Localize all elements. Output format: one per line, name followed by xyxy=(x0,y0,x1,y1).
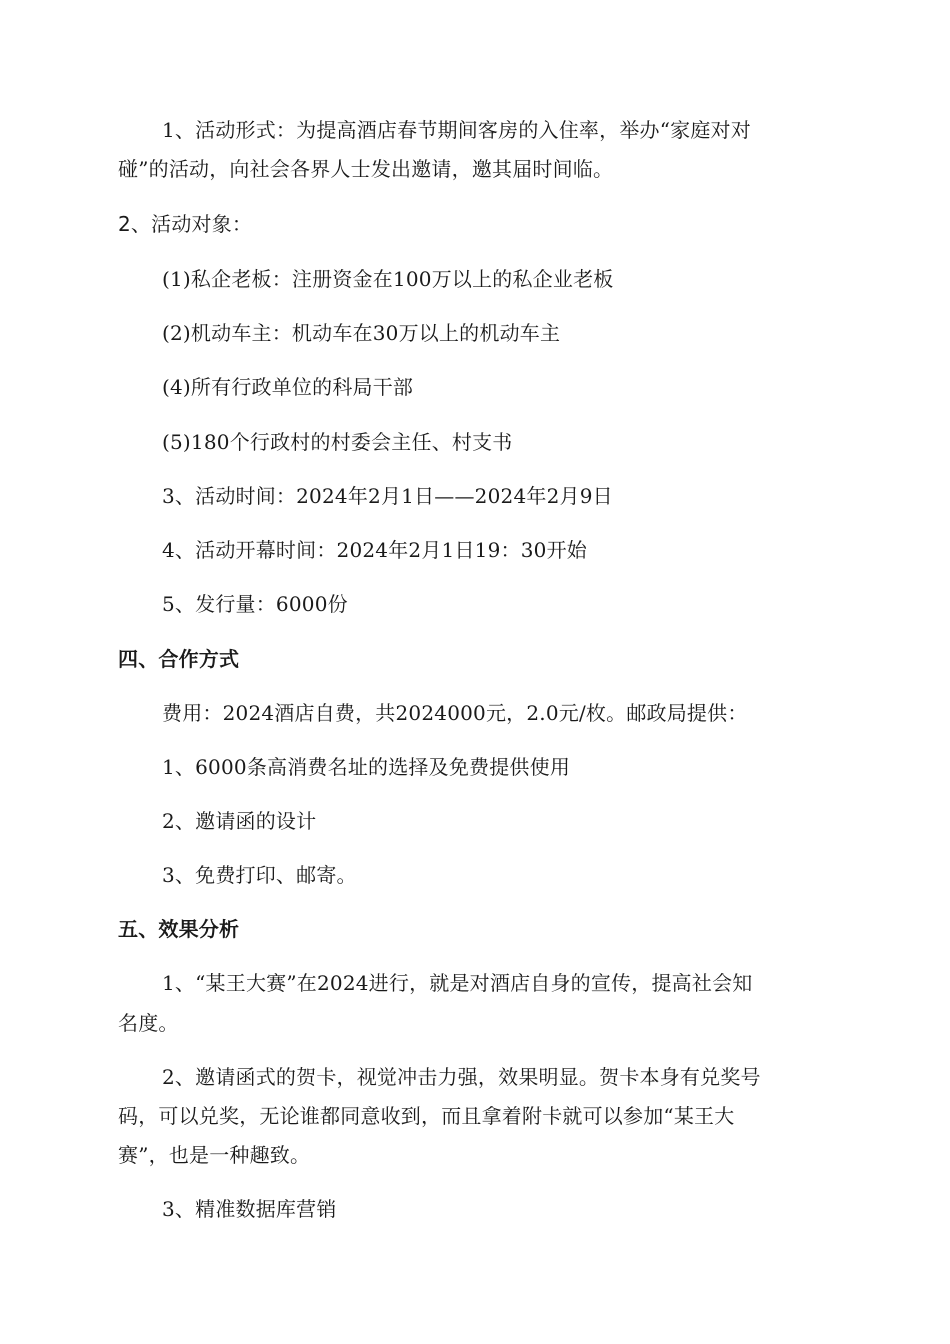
target-item-vehicle-owner: (2)机动车主：机动车在30万以上的机动车主 xyxy=(162,321,561,345)
effect-item3: 3、精准数据库营销 xyxy=(162,1197,337,1221)
effect-item2-line-3: 赛”，也是一种趣致。 xyxy=(118,1143,311,1167)
activity-form-line-2: 碰”的活动，向社会各界人士发出邀请，邀其届时间临。 xyxy=(118,157,614,181)
cooperation-item-print-mail: 3、免费打印、邮寄。 xyxy=(162,863,357,887)
activity-opening-time: 4、活动开幕时间：2024年2月1日19：30开始 xyxy=(162,538,587,562)
effect-item2-line-1: 2、邀请函式的贺卡，视觉冲击力强，效果明显。贺卡本身有兑奖号 xyxy=(162,1065,761,1089)
activity-form-line-1: 1、活动形式：为提高酒店春节期间客房的入住率，举办“家庭对对 xyxy=(162,118,751,142)
activity-target-title: 2、活动对象： xyxy=(118,212,253,236)
effect-item1-line-2: 名度。 xyxy=(118,1011,179,1035)
section-heading-cooperation: 四、合作方式 xyxy=(118,647,240,671)
target-item-village-leaders: (5)180个行政村的村委会主任、村支书 xyxy=(162,430,513,454)
activity-time: 3、活动时间：2024年2月1日——2024年2月9日 xyxy=(162,484,613,508)
target-item-cadres: (4)所有行政单位的科局干部 xyxy=(162,375,414,399)
effect-item2-line-2: 码，可以兑奖，无论谁都同意收到，而且拿着附卡就可以参加“某王大 xyxy=(118,1104,735,1128)
activity-circulation: 5、发行量：6000份 xyxy=(162,592,348,616)
cooperation-fee: 费用：2024酒店自费，共2024000元，2.0元/枚。邮政局提供： xyxy=(162,701,748,725)
target-item-private-owner: (1)私企老板：注册资金在100万以上的私企业老板 xyxy=(162,267,614,291)
cooperation-item-address-list: 1、6000条高消费名址的选择及免费提供使用 xyxy=(162,755,571,779)
section-heading-effect: 五、效果分析 xyxy=(118,917,240,941)
cooperation-item-design: 2、邀请函的设计 xyxy=(162,809,317,833)
effect-item1-line-1: 1、“某王大赛”在2024进行，就是对酒店自身的宣传，提高社会知 xyxy=(162,971,753,995)
